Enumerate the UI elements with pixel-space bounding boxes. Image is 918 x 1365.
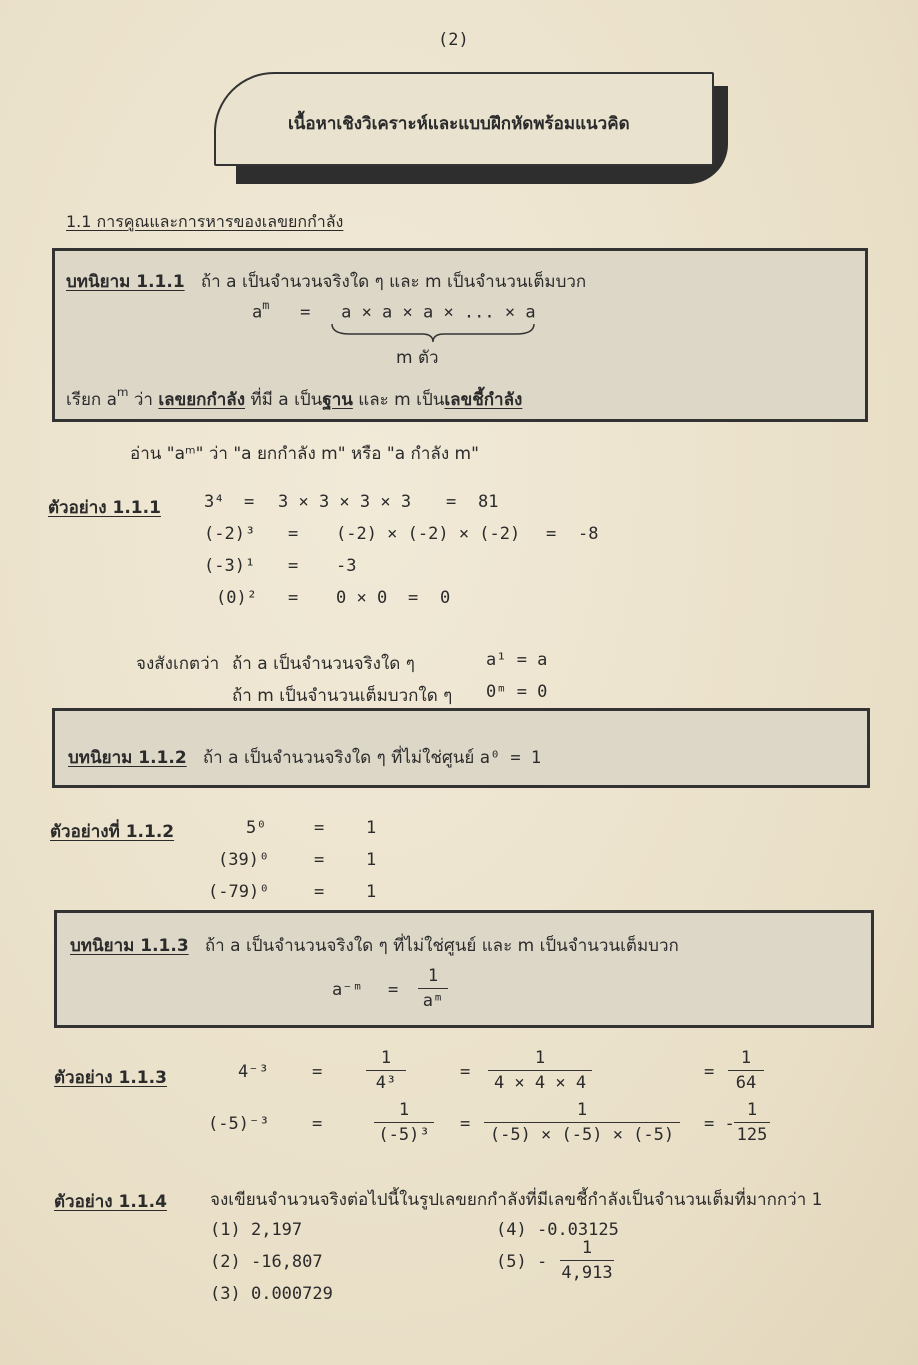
ex1-eq2-2: = xyxy=(546,524,557,544)
ex4-item-5 xyxy=(496,1252,547,1272)
observe-line-2: ถ้า m เป็นจำนวนเต็มบวกใด ๆ xyxy=(232,686,453,706)
ex2-rhs-3: 1 xyxy=(366,882,377,902)
fraction-denominator: 64 xyxy=(735,1073,757,1093)
page-number: (2) xyxy=(438,30,469,50)
ex1-rhs-4: 0 × 0 xyxy=(336,588,388,608)
underbrace xyxy=(330,322,536,344)
term-exponent: เลขชี้กำลัง xyxy=(444,390,523,410)
ex1-eq-4: = xyxy=(288,588,299,608)
item-number: (2) xyxy=(210,1252,241,1272)
fraction-denominator: (-5)³ xyxy=(378,1125,430,1145)
definition-box-1-1-3 xyxy=(54,910,874,1028)
section-heading: 1.1 การคูณและการหารของเลขยกกำลัง xyxy=(66,212,344,231)
neg-exp-lhs: a⁻ᵐ xyxy=(332,980,363,1000)
neg-exp-fraction xyxy=(418,966,448,1011)
brace-label: m ตัว xyxy=(396,348,439,368)
ex3-eq3-2: = - xyxy=(704,1114,735,1134)
ex2-eq-2: = xyxy=(314,850,325,870)
definition-label: บทนิยาม 1.1.1 xyxy=(66,272,185,292)
fraction-numerator: 1 xyxy=(746,1100,758,1120)
definition-1-1-3 xyxy=(70,932,679,959)
fraction-bar xyxy=(560,1260,614,1261)
example-label-1-1-4: ตัวอย่าง 1.1.4 xyxy=(54,1192,167,1212)
fraction-bar xyxy=(366,1070,406,1071)
term-connector-2: และ m เป็น xyxy=(358,390,445,410)
ex2-rhs-1: 1 xyxy=(366,818,377,838)
observe-lead: จงสังเกตว่า xyxy=(136,654,220,674)
ex2-lhs-1: 5⁰ xyxy=(246,818,267,838)
ex1-lhs-4: (0)² xyxy=(216,588,257,608)
ex2-rhs-2: 1 xyxy=(366,850,377,870)
ex3-frac-c-2 xyxy=(734,1100,770,1145)
ex1-res-4: 0 xyxy=(440,588,451,608)
fraction-numerator: 1 xyxy=(380,1048,392,1068)
definition-1-1-2 xyxy=(68,744,541,771)
observe-formula-2: 0ᵐ = 0 xyxy=(486,682,548,702)
ex2-eq-3: = xyxy=(314,882,325,902)
says-text: ว่า xyxy=(133,390,153,410)
ex3-frac-b-2 xyxy=(484,1100,680,1145)
ex3-eq3-1: = xyxy=(704,1062,715,1082)
fraction-denominator: 4 × 4 × 4 xyxy=(493,1073,587,1093)
power-definition-formula xyxy=(252,300,536,323)
fraction-bar xyxy=(728,1070,764,1071)
term-power: เลขยกกำลัง xyxy=(158,390,246,410)
ex1-rhs-2: (-2) × (-2) × (-2) xyxy=(336,524,521,544)
item-value: 0.000729 xyxy=(250,1284,333,1304)
fraction-denominator: (-5) × (-5) × (-5) xyxy=(489,1125,675,1145)
ex2-lhs-3: (-79)⁰ xyxy=(208,882,270,902)
fraction-bar xyxy=(488,1070,592,1071)
ex2-lhs-2: (39)⁰ xyxy=(218,850,270,870)
ex3-eq-2: = xyxy=(312,1114,323,1134)
example-label-1-1-1: ตัวอย่าง 1.1.1 xyxy=(48,498,161,518)
ex4-item-5-fraction xyxy=(560,1238,614,1283)
ex1-eq-1: = xyxy=(244,492,255,512)
ex1-res-1: 81 xyxy=(478,492,499,512)
ex4-instruction: จงเขียนจำนวนจริงต่อไปนี้ในรูปเลขยกกำลังที่มีเลขชี้กำลังเป็นจำนวนเต็มที่มากกว่า 1 xyxy=(210,1190,823,1210)
fraction-numerator: 1 xyxy=(427,966,439,986)
definition-formula: a⁰ = 1 xyxy=(479,748,542,768)
ex4-item-1 xyxy=(210,1220,302,1240)
ex4-item-2 xyxy=(210,1252,323,1272)
item-number: (5) xyxy=(496,1252,527,1272)
ex3-eq-1: = xyxy=(312,1062,323,1082)
definition-text: ถ้า a เป็นจำนวนจริงใด ๆ และ m เป็นจำนวนเต็มบวก xyxy=(200,272,587,292)
ex3-eq2-1: = xyxy=(460,1062,471,1082)
term-base: ฐาน xyxy=(322,390,353,410)
ex1-eq2-4: = xyxy=(408,588,419,608)
term-connector-1: ที่มี a เป็น xyxy=(250,390,323,410)
call-text: เรียก xyxy=(66,390,102,410)
fraction-numerator: 1 xyxy=(740,1048,752,1068)
ex3-frac-a-1 xyxy=(366,1048,406,1093)
ex3-frac-c-1 xyxy=(728,1048,764,1093)
item-value: -16,807 xyxy=(250,1252,323,1272)
ex1-lhs: 3⁴ xyxy=(204,492,225,512)
fraction-numerator: 1 xyxy=(534,1048,546,1068)
banner-title: เนื้อหาเชิงวิเคราะห์และแบบฝึกหัดพร้อมแนวคิด xyxy=(288,114,630,134)
fraction-bar xyxy=(418,988,448,989)
ex1-lhs-3: (-3)¹ xyxy=(204,556,256,576)
ex3-frac-b-1 xyxy=(488,1048,592,1093)
fraction-bar xyxy=(374,1122,434,1123)
item-value: -0.03125 xyxy=(536,1220,619,1240)
fraction-bar xyxy=(734,1122,770,1123)
formula-equals: = xyxy=(300,302,311,323)
ex1-row-1 xyxy=(204,492,224,512)
reading-note: อ่าน "aᵐ" ว่า "a ยกกำลัง m" หรือ "a กำลัง m" xyxy=(130,444,479,464)
item-sign: - xyxy=(536,1252,548,1272)
item-value: 2,197 xyxy=(250,1220,303,1240)
fraction-denominator: 125 xyxy=(736,1125,768,1145)
ex3-frac-a-2 xyxy=(374,1100,434,1145)
ex4-item-3 xyxy=(210,1284,333,1304)
formula-base: a xyxy=(252,302,263,323)
item-number: (1) xyxy=(210,1220,241,1240)
neg-exp-eq: = xyxy=(388,980,399,1000)
definition-terms-line xyxy=(66,386,522,413)
ex3-eq2-2: = xyxy=(460,1114,471,1134)
formula-exponent: m xyxy=(262,298,270,312)
fraction-denominator: 4³ xyxy=(375,1073,397,1093)
fraction-numerator: 1 xyxy=(576,1100,588,1120)
ex1-rhs-3: -3 xyxy=(336,556,357,576)
ex3-lhs-1: 4⁻³ xyxy=(238,1062,269,1082)
definition-label: บทนิยาม 1.1.2 xyxy=(68,748,187,768)
definition-1-1-1 xyxy=(66,268,586,295)
fraction-numerator: 1 xyxy=(398,1100,410,1120)
example-label-1-1-3: ตัวอย่าง 1.1.3 xyxy=(54,1068,167,1088)
formula-product: a × a × a × ... × a xyxy=(341,302,536,323)
term-base-symbol: a xyxy=(106,390,117,410)
ex1-rhs-1: 3 × 3 × 3 × 3 xyxy=(278,492,412,512)
ex2-eq-1: = xyxy=(314,818,325,838)
ex1-lhs-2: (-2)³ xyxy=(204,524,256,544)
ex1-eq-3: = xyxy=(288,556,299,576)
observe-formula-1: a¹ = a xyxy=(486,650,548,670)
fraction-bar xyxy=(484,1122,680,1123)
ex1-eq2-1: = xyxy=(446,492,457,512)
ex1-res-2: -8 xyxy=(578,524,599,544)
item-number: (3) xyxy=(210,1284,241,1304)
observe-line-1: ถ้า a เป็นจำนวนจริงใด ๆ xyxy=(232,654,415,674)
definition-text: ถ้า a เป็นจำนวนจริงใด ๆ ที่ไม่ใช่ศูนย์ และ m เป็นจำนวนเต็มบวก xyxy=(204,936,679,956)
ex4-item-4 xyxy=(496,1220,619,1240)
fraction-denominator: 4,913 xyxy=(561,1263,613,1283)
fraction-denominator: aᵐ xyxy=(422,991,444,1011)
fraction-numerator: 1 xyxy=(581,1238,593,1258)
ex3-lhs-2: (-5)⁻³ xyxy=(208,1114,270,1134)
term-exponent-symbol: m xyxy=(116,385,129,400)
item-number: (4) xyxy=(496,1220,527,1240)
definition-label: บทนิยาม 1.1.3 xyxy=(70,936,189,956)
definition-text: ถ้า a เป็นจำนวนจริงใด ๆ ที่ไม่ใช่ศูนย์ xyxy=(202,748,475,768)
ex1-eq-2: = xyxy=(288,524,299,544)
example-label-1-1-2: ตัวอย่างที่ 1.1.2 xyxy=(50,822,175,842)
